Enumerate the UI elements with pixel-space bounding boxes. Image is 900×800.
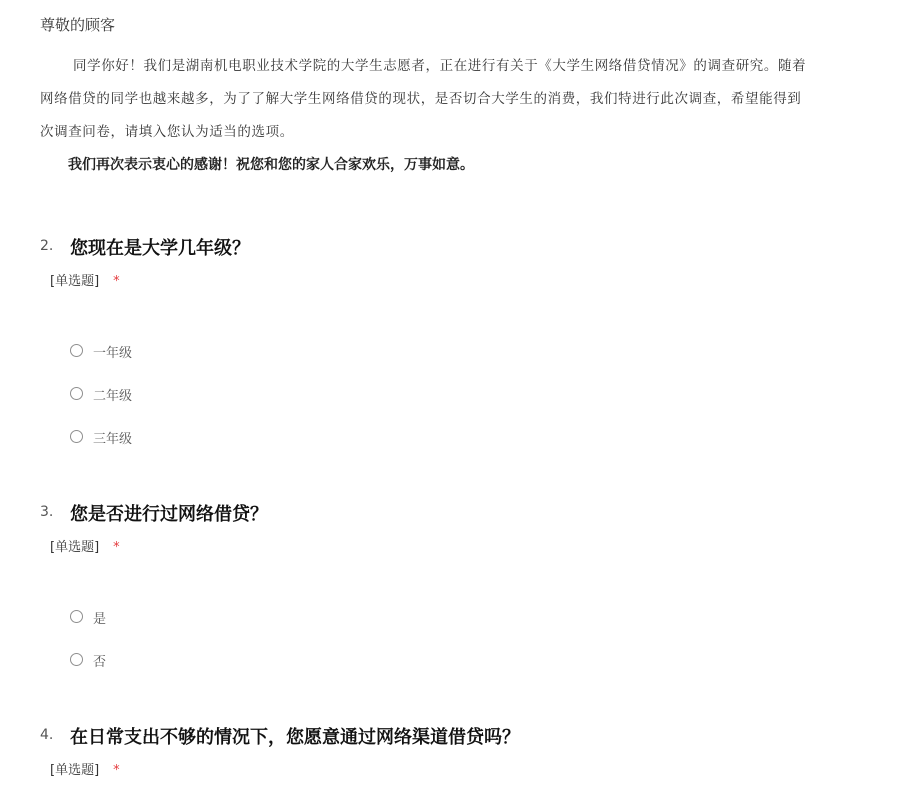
radio-button[interactable]: [70, 430, 83, 443]
question-type-label: [单选题]: [50, 274, 100, 289]
radio-button[interactable]: [70, 387, 83, 400]
question-type: [50, 270, 120, 289]
question-number: 3.: [40, 504, 54, 520]
question-header: [40, 500, 880, 530]
required-mark: *: [113, 274, 120, 289]
question-number: 4.: [40, 727, 54, 743]
question-type-label: [单选题]: [50, 763, 100, 778]
option-label: 是: [93, 612, 107, 627]
thanks-blessing: 我们再次表示衷心的感谢！祝您和您的家人合家欢乐，万事如意。: [68, 157, 474, 173]
question-title: 您现在是大学几年级？: [70, 238, 250, 259]
greeting-heading: 尊敬的顾客: [40, 16, 116, 34]
question-online-loan: [40, 500, 880, 670]
option-label: 一年级: [93, 346, 133, 361]
required-mark: *: [113, 763, 120, 778]
option-label: 三年级: [93, 432, 133, 447]
question-type: [50, 759, 120, 778]
intro-line: 次调查问卷，请填入您认为适当的选项。: [40, 124, 294, 140]
question-header: [40, 234, 880, 264]
radio-button[interactable]: [70, 653, 83, 666]
question-willing-borrow: [40, 723, 880, 778]
question-type-label: [单选题]: [50, 540, 100, 555]
intro-line: 同学你好！我们是湖南机电职业技术学院的大学生志愿者，正在进行有关于《大学生网络借贷情况》的调查研究。随着: [73, 58, 807, 74]
question-number: 2.: [40, 238, 54, 254]
question-type: [50, 536, 120, 555]
question-title: 您是否进行过网络借贷？: [70, 504, 268, 525]
intro-line: 网络借贷的同学也越来越多，为了了解大学生网络借贷的现状，是否切合大学生的消费，我们特进行此次调查，希望能得到: [40, 91, 802, 107]
question-grade: [40, 234, 880, 447]
question-header: [40, 723, 880, 753]
radio-button[interactable]: [70, 610, 83, 623]
question-title: 在日常支出不够的情况下，您愿意通过网络渠道借贷吗？: [70, 727, 520, 748]
required-mark: *: [113, 540, 120, 555]
radio-button[interactable]: [70, 344, 83, 357]
option-label: 二年级: [93, 389, 133, 404]
option-label: 否: [93, 655, 107, 670]
intro-paragraph: [40, 54, 900, 153]
